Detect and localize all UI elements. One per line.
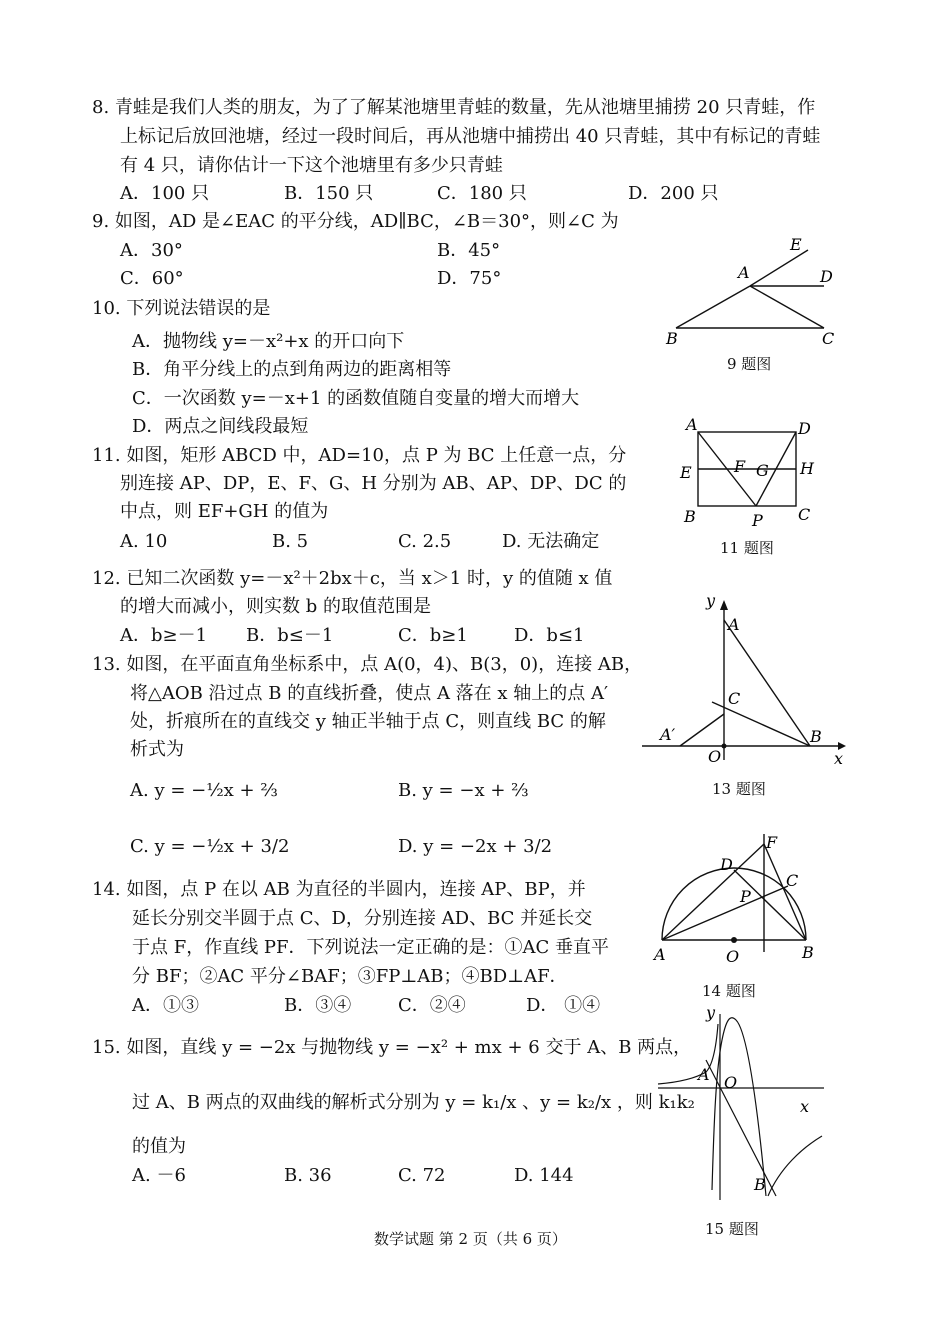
q12-option-a: A．b≥－1 <box>120 625 208 646</box>
q15-option-b: B. 36 <box>284 1165 332 1186</box>
q9-option-d: D．75° <box>437 268 502 289</box>
label-p: P <box>752 511 763 530</box>
q10-option-d: D．两点之间线段最短 <box>132 416 309 437</box>
label-a: A <box>738 263 750 282</box>
label-e: E <box>790 235 802 254</box>
label-y: y <box>706 591 716 610</box>
q13-line4: 析式为 <box>130 739 184 760</box>
semicircle <box>662 868 806 940</box>
label-f: F <box>734 457 746 476</box>
q8-option-b: B．150 只 <box>284 183 374 204</box>
label-f: F <box>766 833 778 852</box>
figure-15-caption: 15 题图 <box>705 1220 759 1238</box>
q13-line1: 13. 如图，在平面直角坐标系中，点 A(0，4)、B(3，0)，连接 AB， <box>92 654 643 675</box>
q14-option-b: B．③④ <box>284 995 352 1016</box>
label-h: H <box>800 459 814 478</box>
label-g: G <box>756 461 769 480</box>
line-ae <box>750 250 808 286</box>
label-a-prime: A′ <box>660 725 676 744</box>
label-x: x <box>834 749 844 768</box>
q9-option-a: A．30° <box>120 240 183 261</box>
figure-11-svg <box>672 414 822 534</box>
figure-14 <box>652 830 832 970</box>
q15-line2: 过 A、B 两点的双曲线的解析式分别为 y = k₁/x 、y = k₂/x ，则 k₁k₂ <box>132 1092 695 1113</box>
q11-option-d: D. 无法确定 <box>502 531 600 552</box>
label-x: x <box>800 1097 810 1116</box>
line-bf <box>764 844 806 940</box>
q14-line3: 于点 F，作直线 PF．下列说法一定正确的是：①AC 垂直平 <box>132 937 610 958</box>
label-c: C <box>728 689 741 708</box>
q14-line2: 延长分别交半圆于点 C、D，分别连接 AD、BC 并延长交 <box>132 908 593 929</box>
q9-stem: 9. 如图，AD 是∠EAC 的平分线，AD∥BC，∠B＝30°，则∠C 为 <box>92 211 619 232</box>
q15-option-d: D. 144 <box>514 1165 574 1186</box>
label-y: y <box>706 1003 716 1022</box>
figure-14-svg <box>652 830 832 970</box>
label-d: D <box>820 267 833 286</box>
label-p: P <box>740 887 751 906</box>
q15-line1: 15. 如图，直线 y = −2x 与抛物线 y = −x² + mx + 6 交于 A、B 两点， <box>92 1037 692 1058</box>
q11-option-b: B. 5 <box>272 531 309 552</box>
line-ac <box>662 886 788 940</box>
q13-option-a: A. y = −½x + ⅔ <box>130 780 278 801</box>
q8-line2: 上标记后放回池塘，经过一段时间后，再从池塘中捕捞出 40 只青蛙，其中有标记的青蛙 <box>120 126 821 147</box>
figure-15 <box>652 1000 832 1205</box>
label-c: C <box>786 871 799 890</box>
q11-option-a: A. 10 <box>120 531 168 552</box>
q14-option-c: C．②④ <box>398 995 466 1016</box>
q10-stem: 10. 下列说法错误的是 <box>92 298 271 319</box>
q11-line3: 中点，则 EF+GH 的值为 <box>120 501 329 522</box>
figure-13 <box>652 590 852 770</box>
q13-line2: 将△AOB 沿过点 B 的直线折叠，使点 A 落在 x 轴上的点 A′ <box>130 683 609 704</box>
label-o: O <box>708 747 722 766</box>
figure-11-caption: 11 题图 <box>720 539 774 557</box>
y-axis-arrow <box>720 600 728 610</box>
q12-line1: 12. 已知二次函数 y=－x²＋2bx＋c，当 x＞1 时，y 的值随 x 值 <box>92 568 613 589</box>
q10-option-c: C．一次函数 y=－x+1 的函数值随自变量的增大而增大 <box>132 388 580 409</box>
hyperbola-k2 <box>768 1136 822 1196</box>
figure-15-svg <box>652 1000 832 1205</box>
page-footer: 数学试题 第 2 页（共 6 页） <box>374 1230 567 1248</box>
figure-9-caption: 9 题图 <box>727 355 772 373</box>
figure-9 <box>660 232 840 352</box>
label-o: O <box>726 947 740 966</box>
q13-option-c: C. y = −½x + 3/2 <box>130 836 290 857</box>
label-a: A <box>698 1065 710 1084</box>
line-ac <box>750 286 824 328</box>
q15-option-c: C. 72 <box>398 1165 446 1186</box>
q11-line1: 11. 如图，矩形 ABCD 中，AD=10，点 P 为 BC 上任意一点，分 <box>92 445 627 466</box>
label-b: B <box>666 329 678 348</box>
label-o: O <box>724 1073 738 1092</box>
q15-option-a: A. －6 <box>132 1165 186 1186</box>
q13-line3: 处，折痕所在的直线交 y 轴正半轴于点 C，则直线 BC 的解 <box>130 711 606 732</box>
q14-option-d: D． ①④ <box>526 995 601 1016</box>
q10-option-b: B．角平分线上的点到角两边的距离相等 <box>132 359 452 380</box>
q8-option-c: C．180 只 <box>437 183 527 204</box>
label-c: C <box>822 329 835 348</box>
q8-line3: 有 4 只，请你估计一下这个池塘里有多少只青蛙 <box>120 155 503 176</box>
label-a: A <box>686 415 698 434</box>
q12-option-d: D．b≤1 <box>514 625 585 646</box>
q8-option-d: D．200 只 <box>628 183 719 204</box>
q11-option-c: C. 2.5 <box>398 531 452 552</box>
figure-11 <box>672 414 822 534</box>
label-e: E <box>680 463 692 482</box>
q14-line4: 分 BF；②AC 平分∠BAF；③FP⊥AB；④BD⊥AF． <box>132 966 568 987</box>
label-b: B <box>684 507 696 526</box>
q9-option-c: C．60° <box>120 268 184 289</box>
q11-line2: 别连接 AP、DP，E、F、G、H 分别为 AB、AP、DP、DC 的 <box>120 473 627 494</box>
q12-option-b: B．b≤－1 <box>246 625 334 646</box>
q8-line1: 8. 青蛙是我们人类的朋友，为了了解某池塘里青蛙的数量，先从池塘里捕捞 20 只青蛙，作 <box>92 97 816 118</box>
line-ba <box>676 286 750 328</box>
q12-option-c: C．b≥1 <box>398 625 468 646</box>
q10-option-a: A．抛物线 y=－x²+x 的开口向下 <box>132 331 405 352</box>
q15-line3: 的值为 <box>132 1136 186 1157</box>
q12-line2: 的增大而减小，则实数 b 的取值范围是 <box>120 596 431 617</box>
q14-line1: 14. 如图，点 P 在以 AB 为直径的半圆内，连接 AP、BP，并 <box>92 879 586 900</box>
q9-option-b: B．45° <box>437 240 501 261</box>
q13-option-b: B. y = −x + ⅔ <box>398 780 529 801</box>
label-c: C <box>798 505 811 524</box>
q8-option-a: A．100 只 <box>120 183 210 204</box>
label-b: B <box>802 943 814 962</box>
q13-option-d: D. y = −2x + 3/2 <box>398 836 553 857</box>
q14-option-a: A．①③ <box>132 995 199 1016</box>
origin-dot <box>722 744 727 749</box>
figure-9-svg <box>660 232 840 352</box>
label-b: B <box>754 1175 766 1194</box>
figure-13-svg <box>652 590 852 770</box>
label-b: B <box>810 727 822 746</box>
label-a: A <box>728 615 740 634</box>
label-d: D <box>798 419 811 438</box>
label-d: D <box>720 855 733 874</box>
figure-14-caption: 14 题图 <box>702 982 756 1000</box>
line-a-prime-c <box>680 714 724 746</box>
label-a: A <box>654 945 666 964</box>
center-dot <box>731 937 737 943</box>
figure-13-caption: 13 题图 <box>712 780 766 798</box>
